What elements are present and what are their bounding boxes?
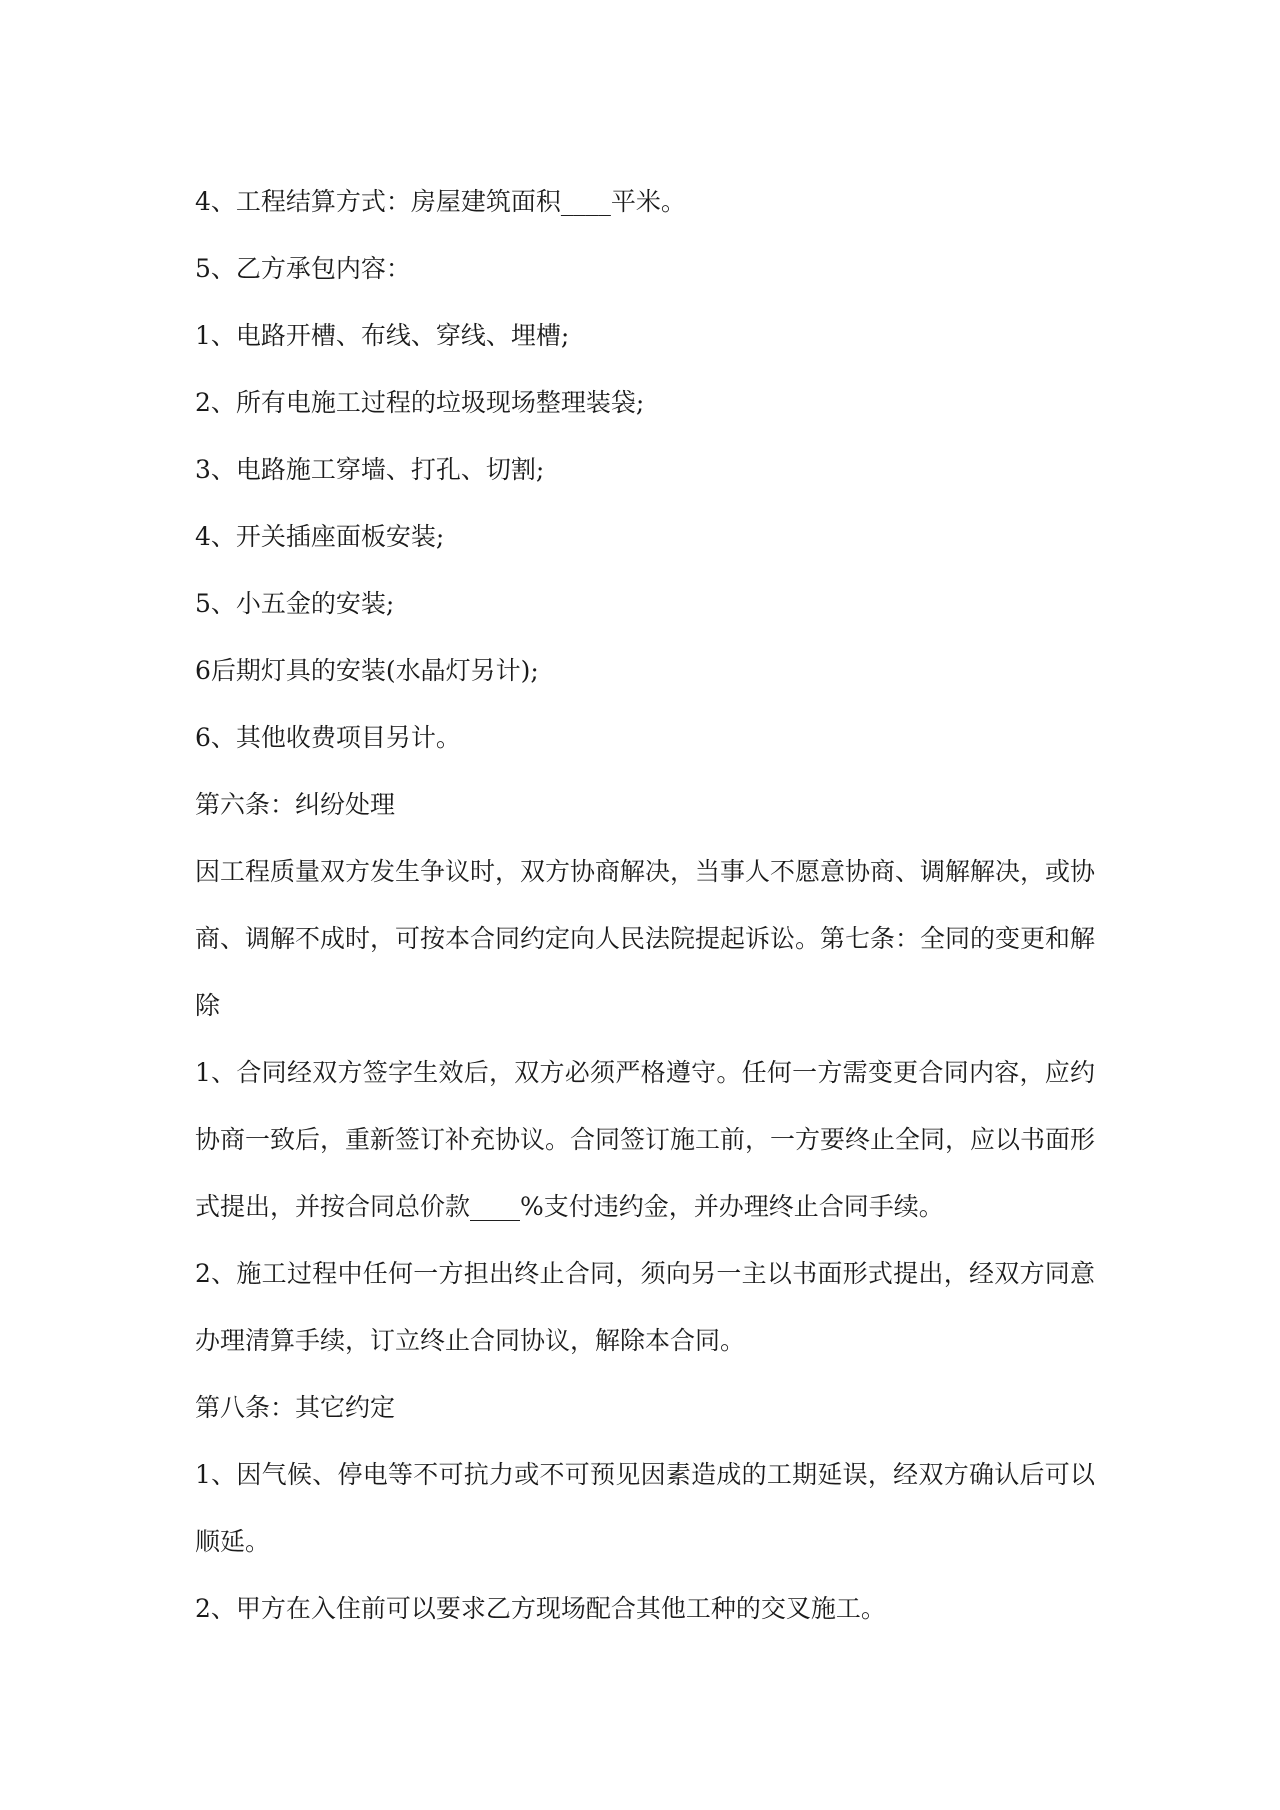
article-six-body: 因工程质量双方发生争议时，双方协商解决，当事人不愿意协商、调解解决，或协商、调解不成时，可按本合同约定向人民法院提起诉讼。第七条：全同的变更和解除 xyxy=(195,857,1096,1020)
article-six-heading: 第六条：纠纷处理 xyxy=(195,790,396,819)
article-eight-heading: 第八条：其它约定 xyxy=(195,1393,396,1422)
article-seven-item-1: 1、合同经双方签字生效后，双方必须严格遵守。任何一方需变更合同内容，应约协商一致后，重新签订补充协议。合同签订施工前，一方要终止全同，应以书面形式提出，并按合同总价款____%支付违约金，并办理终止合同手续。 xyxy=(195,1058,1096,1221)
scope-item-debris-cleanup: 2、所有电施工过程的垃圾现场整理装袋; xyxy=(195,388,645,417)
article-seven-item-2: 2、施工过程中任何一方担出终止合同，须向另一主以书面形式提出，经双方同意办理清算手续，订立终止合同协议，解除本合同。 xyxy=(195,1259,1095,1355)
scope-item-wiring: 1、电路开槽、布线、穿线、埋槽; xyxy=(195,321,570,350)
article-eight-item-2: 2、甲方在入住前可以要求乙方现场配合其他工种的交叉施工。 xyxy=(195,1594,886,1623)
scope-item-hardware: 5、小五金的安装; xyxy=(195,589,395,618)
scope-item-drilling: 3、电路施工穿墙、打孔、切割; xyxy=(195,455,545,484)
scope-item-other-fees: 6、其他收费项目另计。 xyxy=(195,723,461,752)
clause-settlement-method: 4、工程结算方式：房屋建筑面积____平米。 xyxy=(195,187,686,216)
scope-item-switch-socket: 4、开关插座面板安装; xyxy=(195,522,445,551)
document-body xyxy=(195,168,1095,1642)
article-eight-item-1: 1、因气候、停电等不可抗力或不可预见因素造成的工期延误，经双方确认后可以顺延。 xyxy=(195,1460,1095,1556)
clause-contractor-scope-heading: 5、乙方承包内容： xyxy=(195,254,411,283)
scope-item-lighting: 6后期灯具的安装(水晶灯另计); xyxy=(195,656,539,685)
